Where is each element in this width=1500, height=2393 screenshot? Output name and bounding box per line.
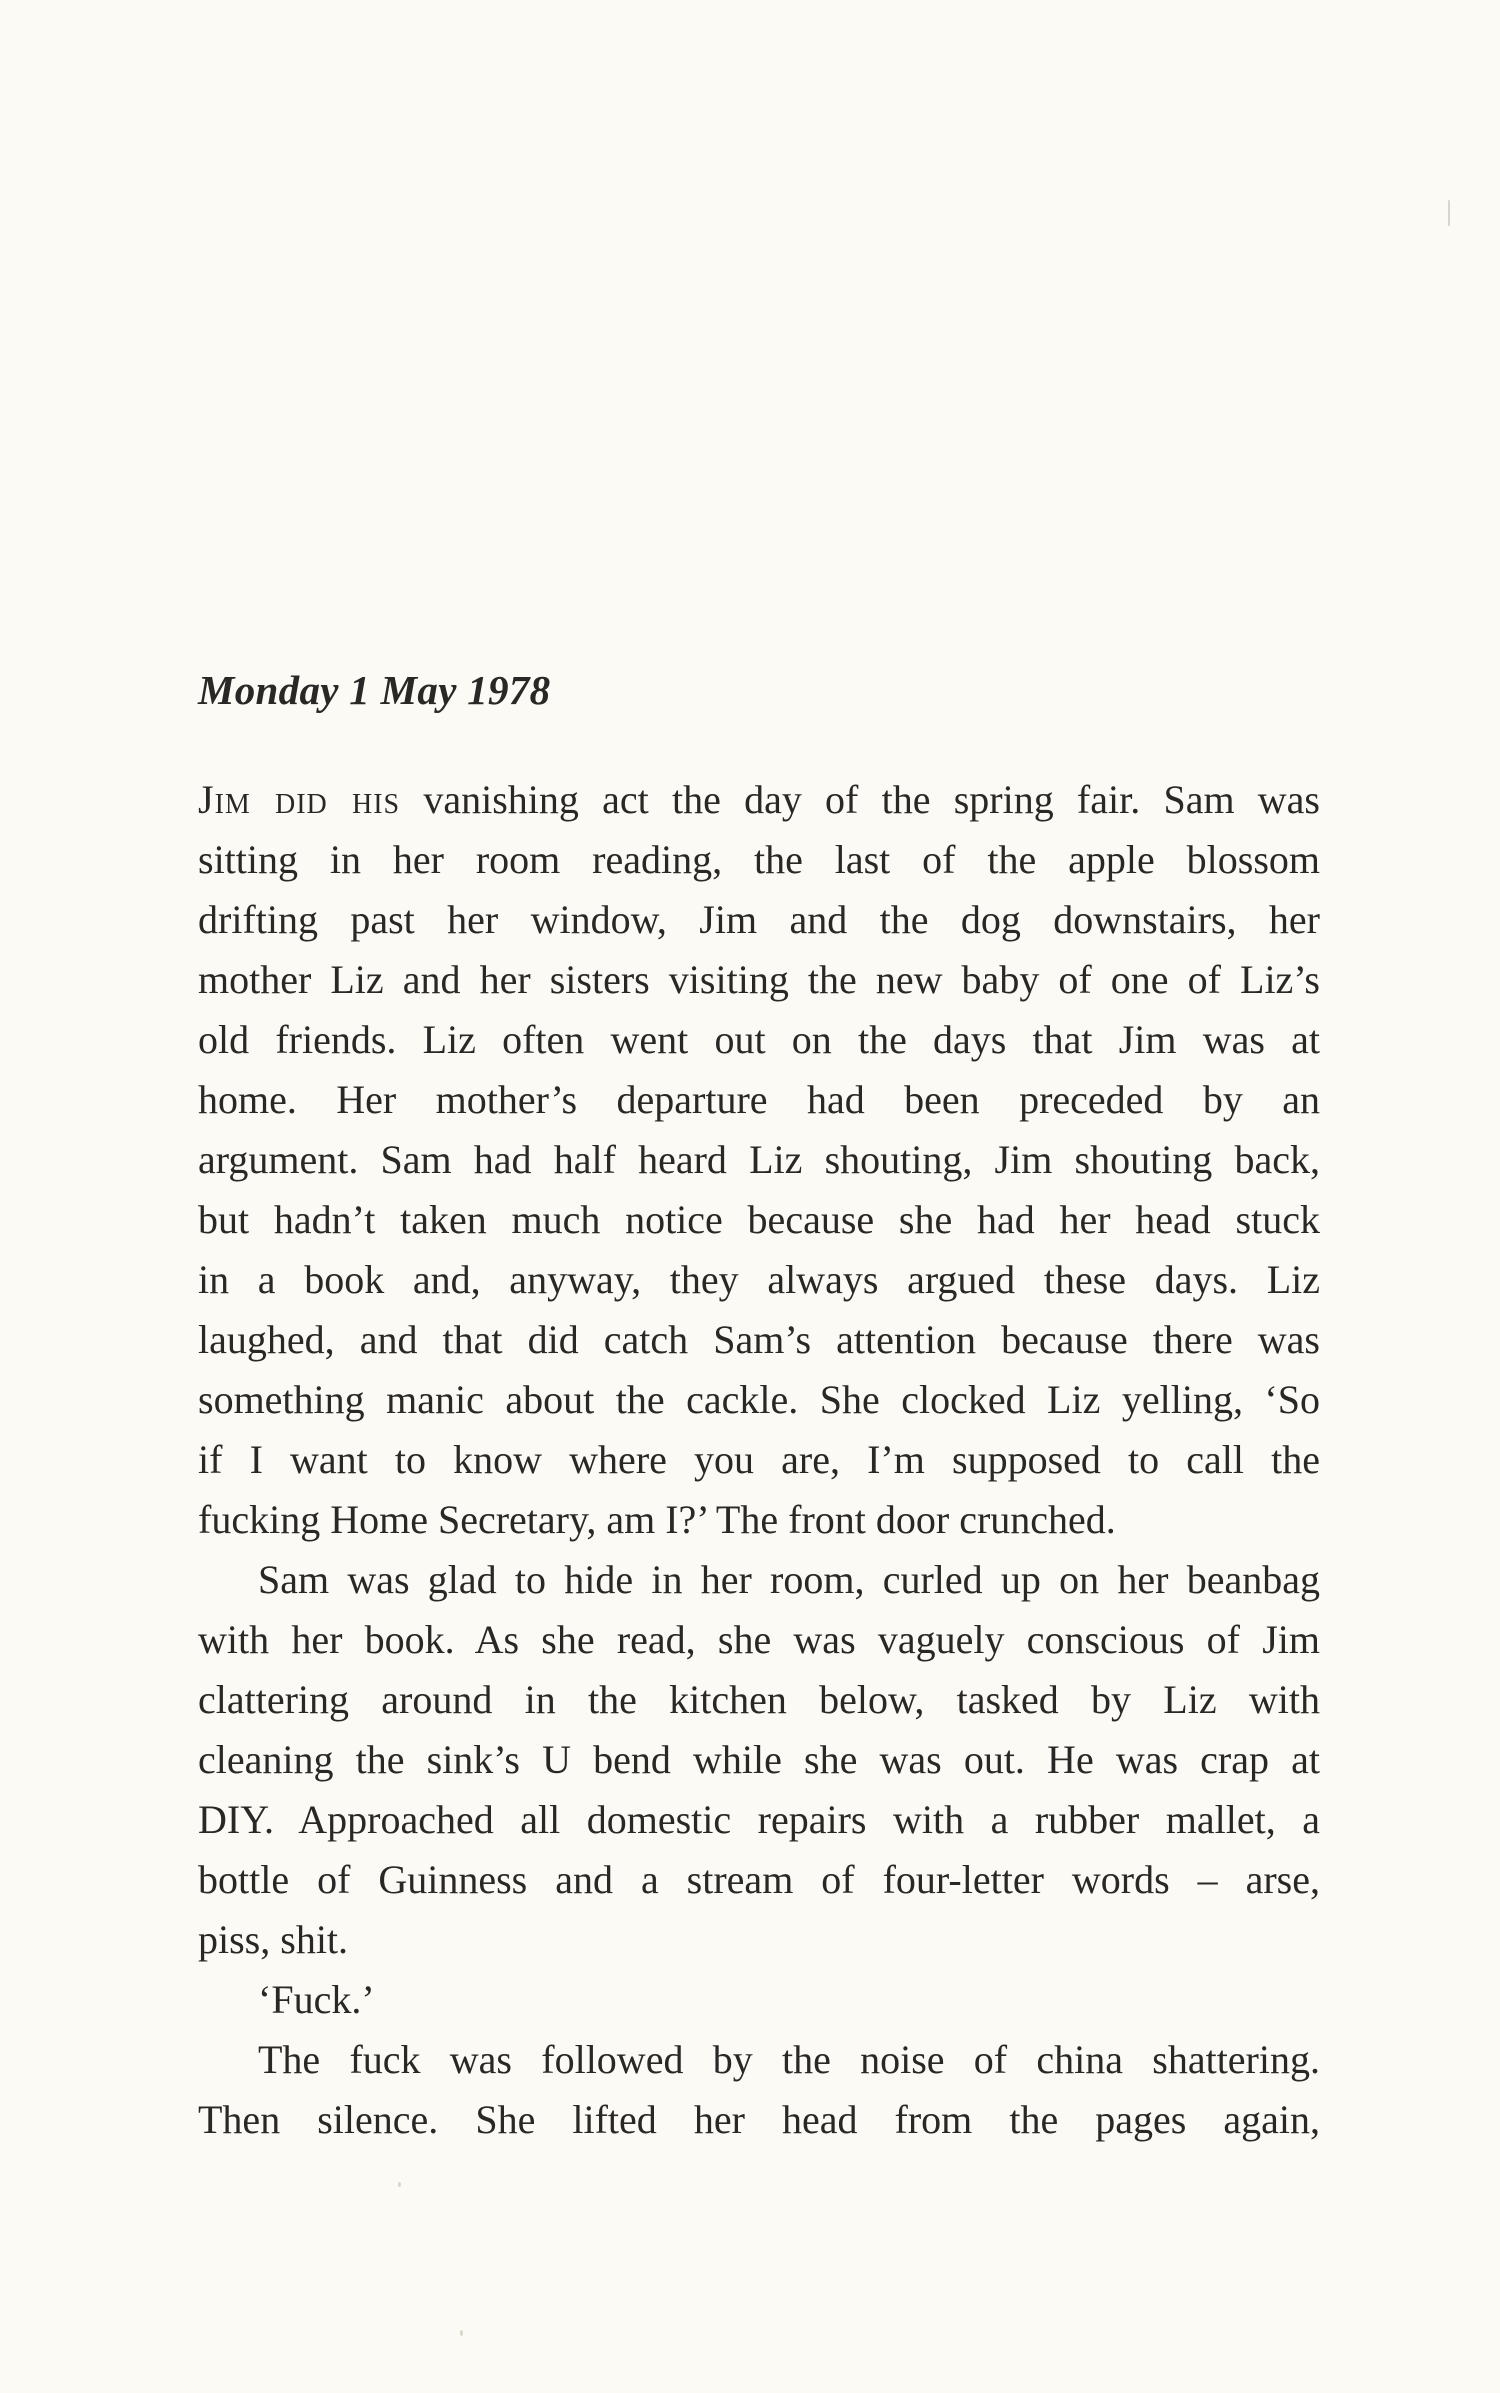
chapter-date-heading: Monday 1 May 1978 [198, 667, 551, 713]
text-line: in a book and, anyway, they always argued these days. Liz [198, 1257, 1320, 1302]
text-line: ‘Fuck.’ [258, 1977, 375, 2022]
text-line: drifting past her window, Jim and the dog downstairs, her [198, 897, 1320, 942]
text-line: The fuck was followed by the noise of china shattering. [258, 2037, 1320, 2082]
text-line: cleaning the sink’s U bend while she was out. He was crap at [198, 1737, 1320, 1782]
text-line: but hadn’t taken much notice because she had her head stuck [198, 1197, 1320, 1242]
text-line: bottle of Guinness and a stream of four-letter words – arse, [198, 1857, 1320, 1902]
text-line: Sam was glad to hide in her room, curled up on her beanbag [258, 1557, 1320, 1602]
text-line: sitting in her room reading, the last of the apple blossom [198, 837, 1320, 882]
text-line [198, 770, 1320, 830]
text-line: argument. Sam had half heard Liz shouting, Jim shouting back, [198, 1137, 1320, 1182]
paper-speck [460, 2330, 463, 2336]
body-text [198, 770, 1320, 2150]
paper-speck [1448, 200, 1450, 226]
line-text: vanishing act the day of the spring fair. Sam was [400, 777, 1320, 822]
opening-small-caps: Jim did his [198, 777, 401, 822]
text-line: if I want to know where you are, I’m supposed to call the [198, 1437, 1320, 1482]
text-line: with her book. As she read, she was vaguely conscious of Jim [198, 1617, 1320, 1662]
text-line: home. Her mother’s departure had been preceded by an [198, 1077, 1320, 1122]
text-line: Then silence. She lifted her head from the pages again, [198, 2097, 1320, 2142]
text-line: piss, shit. [198, 1917, 349, 1962]
text-line: clattering around in the kitchen below, tasked by Liz with [198, 1677, 1320, 1722]
text-line: fucking Home Secretary, am I?’ The front door crunched. [198, 1497, 1116, 1542]
text-line: laughed, and that did catch Sam’s attention because there was [198, 1317, 1320, 1362]
text-line: mother Liz and her sisters visiting the new baby of one of Liz’s [198, 957, 1320, 1002]
text-line: old friends. Liz often went out on the days that Jim was at [198, 1017, 1320, 1062]
paper-speck [398, 2182, 401, 2187]
text-line: something manic about the cackle. She clocked Liz yelling, ‘So [198, 1377, 1320, 1422]
text-line: DIY. Approached all domestic repairs with a rubber mallet, a [198, 1797, 1320, 1842]
